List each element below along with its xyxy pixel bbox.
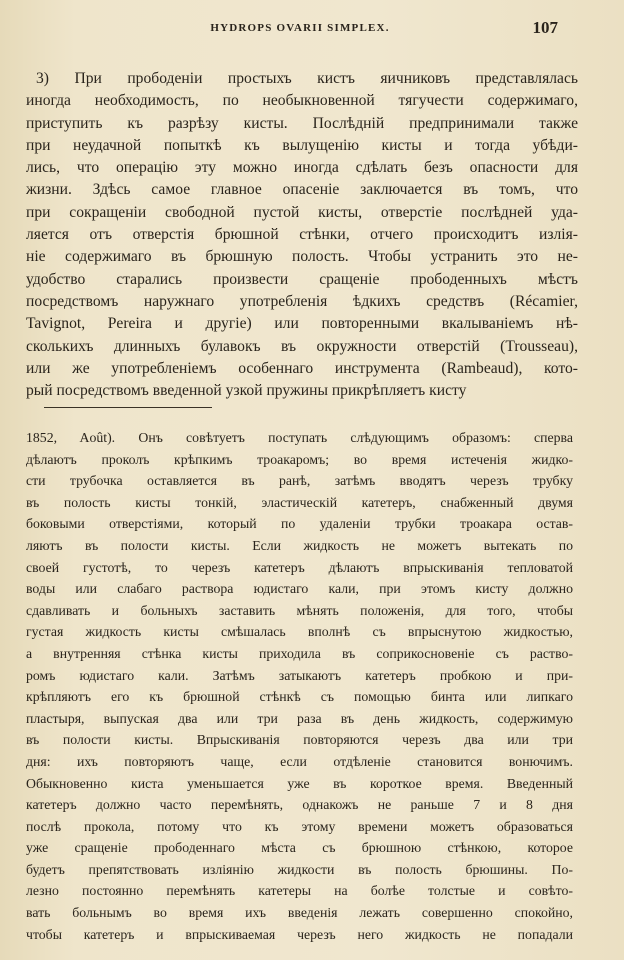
footnote-line: пластыря, выпуская два или три раза въ день жидкость, содержимую: [26, 710, 573, 726]
footnote-line: дня: ихъ повторяютъ чаще, если отдѣленіе становится вонючимъ.: [26, 753, 573, 769]
footnote-line: ромъ юдистаго кали. Затѣмъ затыкаютъ катетеръ пробкою и при-: [26, 667, 573, 683]
main-text-line: жизни. Здѣсь самое главное опасеніе заключается въ томъ, что: [26, 181, 578, 199]
footnote-line: послѣ прокола, потому что къ этому времени можетъ образоваться: [26, 818, 573, 834]
footnote-line: боковыми отверстіями, который по удаленіи трубки троакара остав-: [26, 516, 573, 532]
footnote-line: ляютъ въ полости кисты. Если жидкость не можетъ вытекать по: [26, 537, 573, 553]
main-text-line: приступить къ разрѣзу кисты. Послѣдній предпринимали также: [26, 114, 578, 132]
footnote-line: Обыкновенно киста уменьшается уже въ короткое время. Введенный: [26, 775, 573, 791]
main-text-line: удобство старались произвести сращеніе прободенныхъ мѣстъ: [26, 270, 578, 288]
main-text-line: ляется отъ отверстія брюшной стѣнки, отчего происходитъ излія-: [26, 226, 578, 244]
main-text-line: ніе содержимаго въ брюшную полость. Чтобы устранить это не-: [26, 248, 578, 266]
main-text-line: рый посредствомъ введенной узкой пружины прикрѣпляетъ кисту: [26, 382, 467, 400]
main-text-line: лись, что операцію эту можно иногда сдѣлать безъ опасности для: [26, 159, 578, 177]
footnote-line: чтобы катетеръ и впрыскиваемая черезъ него жидкость не попадали: [26, 926, 573, 942]
footnote-line: будетъ препятствовать излiянію жидкости въ полость брюшины. По-: [26, 861, 573, 877]
main-text-line: 3) При прободеніи простыхъ кистъ яичниковъ представлялась: [36, 70, 578, 87]
footnote-divider: [44, 407, 212, 408]
footnote-line: густая жидкость кисты смѣшалась вполнѣ съ впрыснутою жидкостью,: [26, 624, 573, 640]
page-number: 107: [532, 18, 558, 37]
footnote-line: вать больнымъ во время ихъ введенія лежать совершенно спокойно,: [26, 905, 573, 921]
footnote-line: катетеръ должно часто перемѣнять, однакожъ не раньше 7 и 8 дня: [26, 797, 573, 813]
footnote-line: сти трубочка оставляется въ ранѣ, затѣмъ вводятъ черезъ трубку: [26, 473, 573, 489]
main-text-line: сколькихъ длинныхъ булавокъ въ окружности отверстій (Trousseau),: [26, 337, 578, 355]
main-text-line: посредствомъ наружнаго употребленія ѣдкихъ средствъ (Récamier,: [26, 292, 578, 310]
footnote-line: въ полости кисты. Впрыскиванія повторяются черезъ два или три: [26, 732, 573, 748]
running-title: HYDROPS OVARII SIMPLEX.: [210, 22, 390, 34]
footnote-line: уже сращеніе прободеннаго мѣста съ брюшною стѣнкою, которое: [26, 840, 573, 856]
footnote-line: въ полость кисты тонкій, эластическій катетеръ, снабженный двумя: [26, 494, 573, 510]
main-text-line: или же употребленіемъ особеннаго инструмента (Rambeaud), кото-: [26, 359, 578, 377]
footnote-line: воды или слабаго раствора юдистаго кали, при этомъ кисту должно: [26, 581, 573, 597]
main-text-line: при неудачной попыткѣ къ вылущенію кисты и тогда убѣди-: [26, 136, 578, 154]
footnote-line: крѣпляютъ его къ брюшной стѣнкѣ съ помощью бинта или липкаго: [26, 689, 573, 705]
main-text-block: [26, 68, 578, 402]
main-text-line: при сокращеніи свободной пустой кисты, отверстіе послѣдней уда-: [26, 203, 578, 221]
main-text-line: Tavignot, Pereira и другіе) или повторенными вкалываніемъ нѣ-: [26, 315, 578, 333]
footnote-block: [26, 427, 573, 945]
footnote-line: своей густотѣ, то черезъ катетеръ дѣлаютъ впрыскиванія тепловатой: [26, 559, 573, 575]
footnote-line: сдавливать и больныхъ заставить мѣнять положенія, для того, чтобы: [26, 602, 573, 618]
footnote-line: дѣлаютъ проколъ крѣпкимъ троакаромъ; во время истеченія жидко-: [26, 451, 573, 467]
footnote-line: а внутренняя стѣнка кисты приходила въ соприкосновеніе съ раство-: [26, 645, 573, 661]
footnote-line: лезно постоянно перемѣнять катетеры на болѣе толстые и совѣто-: [26, 883, 573, 899]
footnote-line: 1852, Août). Онъ совѣтуетъ поступать слѣдующимъ образомъ: сперва: [26, 430, 573, 445]
main-text-line: иногда необходимость, по необыкновенной тягучести содержимаго,: [26, 92, 578, 110]
